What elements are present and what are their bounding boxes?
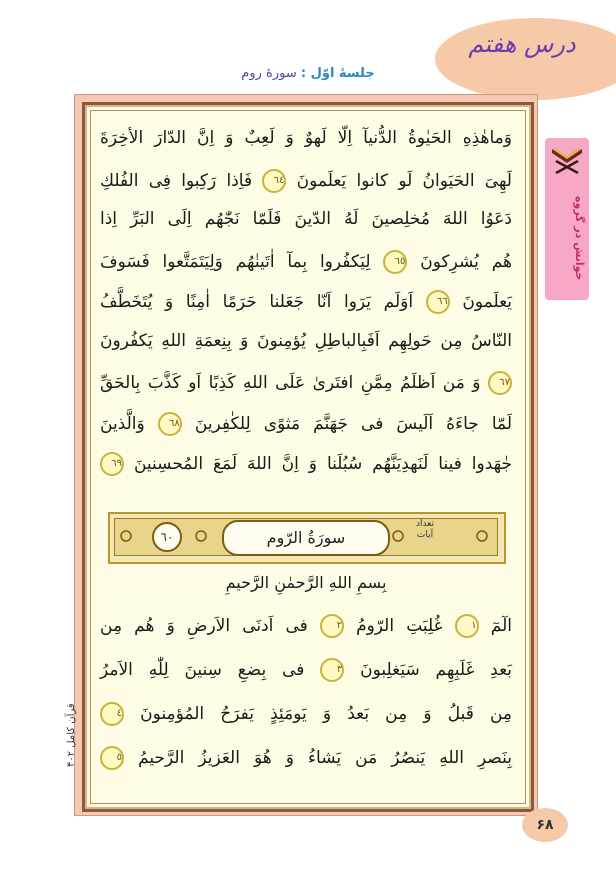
- verse-text: وَماهٰذِهِ الحَيٰوةُ الدُّنيآ اِلّا لَهوٌ وَ لَعِبٌ وَ اِنَّ الدّارَ الأخِرَةَ: [100, 128, 512, 148]
- verse-line: [100, 452, 512, 476]
- session-surah: سورهٔ روم: [241, 66, 297, 81]
- surah-name: سورَةُ الرّوم: [222, 520, 390, 556]
- verse-text: وَ مَن اَظلَمُ مِمَّنِ افتَرىٰ عَلَى اللهِ كَذِبًا اَو كَذَّبَ بِالحَقِّ: [100, 373, 481, 393]
- ornament-icon: [392, 530, 404, 542]
- verse-text: اَوَلَم يَرَوا اَنّا جَعَلنا حَرَمًا اٰمِنًا وَ يُتَخَطَّفُ: [100, 292, 414, 312]
- ayah-marker: ٣: [320, 658, 344, 682]
- verse-line: [100, 331, 512, 351]
- verse-line: [100, 209, 512, 229]
- ayah-marker: ١: [455, 614, 479, 638]
- verse-text: فى بِضعِ سِنينَ لِلّٰهِ الاَمرُ: [100, 660, 305, 680]
- verse-line: [100, 658, 512, 682]
- verse-line: [100, 614, 512, 638]
- verse-text: هُم يُشرِكونَ: [420, 251, 513, 272]
- verse-text: فى اَدنَى الاَرضِ وَ هُم مِن: [100, 616, 308, 636]
- verse-line: [100, 169, 512, 193]
- ornament-icon: [120, 530, 132, 542]
- verse-text: لِيَكفُروا بِمآ اٰتَينٰهُم وَلِيَتَمَتَّعوا فَسَوفَ: [100, 251, 371, 272]
- ayah-marker: ٦٨: [158, 412, 182, 436]
- ornament-icon: [195, 530, 207, 542]
- page-number: ۶۸: [522, 808, 568, 842]
- session-label: جلسهٔ اوّل :: [300, 66, 375, 81]
- ayah-marker: ٦٧: [488, 371, 512, 395]
- verse-text: جٰهَدوا فينا لَنَهدِيَنَّهُم سُبُلَنا وَ اِنَّ اللهَ لَمَعَ المُحسِنينَ: [133, 454, 513, 474]
- verse-text: الٓمٓ: [490, 616, 513, 636]
- ornament-icon: [476, 530, 488, 542]
- verse-line: [100, 250, 512, 274]
- ayah-count: ٦٠: [152, 522, 182, 552]
- verse-line: [100, 412, 512, 436]
- verse-text: بَعدِ غَلَبِهِم سَيَغلِبونَ: [360, 660, 513, 680]
- ayah-count-label: تعداد آیات: [415, 519, 435, 540]
- ayah-marker: ٦٦: [426, 290, 450, 314]
- verse-text: لَهِىَ الحَيَوانُ لَو كانوا يَعلَمونَ: [296, 170, 512, 191]
- verse-text: يَعلَمونَ: [462, 292, 513, 312]
- ayah-marker: ٢: [320, 614, 344, 638]
- verse-text: لَمّا جاءَهُ اَلَيسَ فى جَهَنَّمَ مَثوًى لِلكٰفِرينَ: [194, 413, 513, 434]
- verse-text: دَعَوُا اللهَ مُخلِصينَ لَهُ الدّينَ فَلَمّا نَجّٰهُم اِلَى البَرِّ اِذا: [100, 209, 512, 229]
- basmala: بِسمِ اللهِ الرَّحمٰنِ الرَّحيمِ: [225, 573, 387, 592]
- ayah-marker: ٦٥: [383, 250, 407, 274]
- verse-text: فَاِذا رَكِبوا فِى الفُلكِ: [100, 170, 253, 191]
- ayah-marker: ٦٩: [100, 452, 124, 476]
- verse-line: [100, 128, 512, 148]
- verse-text: وَالَّذينَ: [100, 413, 145, 434]
- book-on-stand-icon: [548, 143, 586, 177]
- ayah-marker: ٦٤: [262, 169, 286, 193]
- verse-line: [100, 702, 512, 726]
- verse-line: [100, 290, 512, 314]
- verse-text: مِن قَبلُ وَ مِن بَعدُ وَ يَومَئِذٍ يَفرَحُ المُؤمِنونَ: [140, 704, 512, 724]
- lesson-title: درس هفتم: [468, 30, 576, 58]
- verse-text: النّاسُ مِن حَولِهِم اَفَبِالباطِلِ يُؤمِنونَ وَ بِنِعمَةِ اللهِ يَكفُرونَ: [100, 330, 512, 351]
- verse-text: غُلِبَتِ الرّومُ: [356, 616, 443, 636]
- side-tab-label: خوانش در گروه: [573, 195, 586, 281]
- verse-line: [100, 371, 512, 395]
- book-label: قرآن کامل ۴۰۲: [66, 703, 77, 767]
- session-heading: [0, 66, 616, 81]
- verse-text: بِنَصرِ اللهِ يَنصُرُ مَن يَشاءُ وَ هُوَ العَزيزُ الرَّحيمُ: [138, 748, 513, 768]
- verse-line: [100, 746, 512, 770]
- ayah-marker: ٤: [100, 702, 124, 726]
- ayah-marker: ٥: [100, 746, 124, 770]
